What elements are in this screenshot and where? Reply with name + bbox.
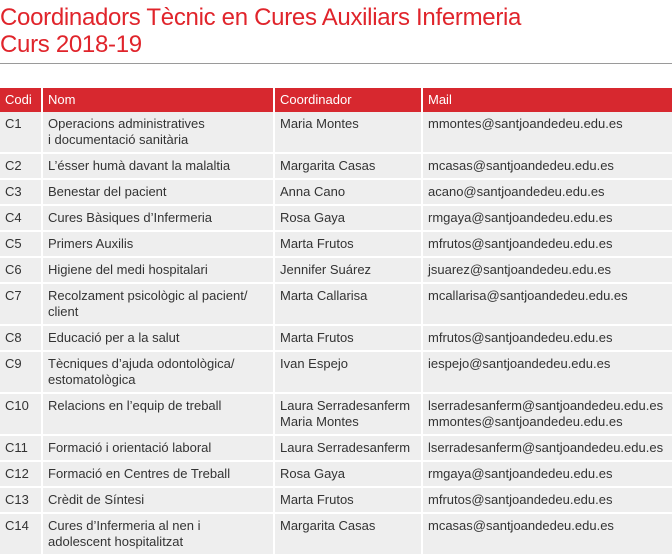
cell-coordinador-line: Rosa Gaya: [280, 210, 346, 225]
cell-coordinador: [274, 205, 422, 231]
cell-nom-line: Operacions administratives: [48, 116, 205, 131]
cell-mail: [422, 461, 672, 487]
header-codi: Codi: [0, 88, 42, 112]
table-row: [0, 513, 672, 555]
cell-mail-line: mmontes@santjoandedeu.edu.es: [428, 116, 623, 131]
cell-coordinador: [274, 231, 422, 257]
cell-mail: [422, 283, 672, 325]
cell-coordinador-line: Marta Frutos: [280, 236, 354, 251]
cell-nom: [42, 513, 274, 555]
cell-nom-line: Formació i orientació laboral: [48, 440, 212, 455]
cell-coordinador-line: Laura Serradesanferm: [280, 440, 411, 455]
header-nom: Nom: [42, 88, 274, 112]
table-body: [0, 112, 672, 555]
cell-nom-line: i documentació sanitària: [48, 132, 189, 147]
table-row: [0, 461, 672, 487]
cell-mail-line: iespejo@santjoandedeu.edu.es: [428, 356, 611, 371]
cell-mail-line: mcasas@santjoandedeu.edu.es: [428, 518, 614, 533]
cell-codi: C14: [0, 513, 42, 555]
cell-coordinador-line: Maria Montes: [280, 116, 359, 131]
title-divider: [0, 63, 672, 64]
cell-nom: [42, 435, 274, 461]
cell-coordinador: [274, 435, 422, 461]
title-line-2: Curs 2018-19: [0, 31, 142, 58]
cell-mail: [422, 393, 672, 435]
cell-mail: [422, 325, 672, 351]
cell-nom: [42, 231, 274, 257]
cell-nom-line: Recolzament psicològic al pacient/: [48, 288, 248, 303]
cell-mail-line: acano@santjoandedeu.edu.es: [428, 184, 605, 199]
table-row: [0, 393, 672, 435]
cell-mail: [422, 112, 672, 153]
cell-mail-line: rmgaya@santjoandedeu.edu.es: [428, 210, 613, 225]
cell-nom: [42, 112, 274, 153]
cell-mail: [422, 257, 672, 283]
cell-codi: C6: [0, 257, 42, 283]
cell-codi: C13: [0, 487, 42, 513]
cell-codi: C1: [0, 112, 42, 153]
cell-mail-line: mcallarisa@santjoandedeu.edu.es: [428, 288, 628, 303]
cell-nom: [42, 179, 274, 205]
cell-mail: [422, 487, 672, 513]
cell-coordinador: [274, 487, 422, 513]
cell-mail: [422, 179, 672, 205]
cell-coordinador: [274, 393, 422, 435]
table-row: [0, 283, 672, 325]
table-row: [0, 179, 672, 205]
cell-nom: [42, 205, 274, 231]
table-row: [0, 325, 672, 351]
cell-mail: [422, 153, 672, 179]
cell-nom-line: estomatològica: [48, 372, 136, 387]
cell-nom-line: Crèdit de Síntesi: [48, 492, 145, 507]
cell-nom: [42, 461, 274, 487]
cell-nom-line: Relacions en l’equip de treball: [48, 398, 222, 413]
cell-codi: C2: [0, 153, 42, 179]
header-mail: Mail: [422, 88, 672, 112]
table-row: [0, 435, 672, 461]
cell-nom: [42, 153, 274, 179]
cell-nom: [42, 283, 274, 325]
table-row: [0, 205, 672, 231]
cell-nom-line: client: [48, 304, 79, 319]
cell-nom: [42, 487, 274, 513]
cell-coordinador: [274, 461, 422, 487]
cell-nom-line: Educació per a la salut: [48, 330, 180, 345]
cell-coordinador-line: Ivan Espejo: [280, 356, 348, 371]
cell-codi: C7: [0, 283, 42, 325]
cell-coordinador: [274, 153, 422, 179]
cell-coordinador-line: Anna Cano: [280, 184, 346, 199]
cell-coordinador-line: Laura Serradesanferm: [280, 398, 411, 413]
cell-codi: C11: [0, 435, 42, 461]
cell-mail-line: mcasas@santjoandedeu.edu.es: [428, 158, 614, 173]
cell-coordinador-line: Maria Montes: [280, 414, 359, 429]
cell-mail-line: lserradesanferm@santjoandedeu.edu.es: [428, 440, 664, 455]
cell-mail-line: rmgaya@santjoandedeu.edu.es: [428, 466, 613, 481]
cell-nom-line: Formació en Centres de Treball: [48, 466, 231, 481]
cell-codi: C8: [0, 325, 42, 351]
table-row: [0, 153, 672, 179]
cell-nom-line: Higiene del medi hospitalari: [48, 262, 208, 277]
cell-codi: C4: [0, 205, 42, 231]
cell-codi: C3: [0, 179, 42, 205]
cell-mail: [422, 205, 672, 231]
cell-nom-line: adolescent hospitalitzat: [48, 534, 184, 549]
cell-nom-line: Benestar del pacient: [48, 184, 167, 199]
cell-codi: C12: [0, 461, 42, 487]
cell-mail-line: mfrutos@santjoandedeu.edu.es: [428, 236, 613, 251]
title-line-1: Coordinadors Tècnic en Cures Auxiliars Infermeria: [0, 4, 522, 31]
cell-coordinador: [274, 513, 422, 555]
cell-nom-line: L’ésser humà davant la malaltia: [48, 158, 231, 173]
table-header-row: [0, 88, 672, 112]
coordinators-table: [0, 88, 672, 556]
cell-nom: [42, 393, 274, 435]
cell-coordinador: [274, 179, 422, 205]
cell-mail: [422, 231, 672, 257]
table-row: [0, 487, 672, 513]
cell-coordinador: [274, 283, 422, 325]
page-title: [0, 4, 521, 58]
cell-codi: C10: [0, 393, 42, 435]
cell-coordinador-line: Margarita Casas: [280, 518, 376, 533]
cell-coordinador-line: Rosa Gaya: [280, 466, 346, 481]
cell-mail-line: mfrutos@santjoandedeu.edu.es: [428, 492, 613, 507]
header-coordinador: Coordinador: [274, 88, 422, 112]
cell-nom-line: Tècniques d’ajuda odontològica/: [48, 356, 235, 371]
cell-coordinador: [274, 325, 422, 351]
cell-coordinador-line: Jennifer Suárez: [280, 262, 372, 277]
cell-coordinador: [274, 351, 422, 393]
cell-nom: [42, 257, 274, 283]
cell-coordinador: [274, 112, 422, 153]
cell-coordinador-line: Margarita Casas: [280, 158, 376, 173]
cell-coordinador: [274, 257, 422, 283]
table-row: [0, 351, 672, 393]
cell-coordinador-line: Marta Frutos: [280, 330, 354, 345]
cell-nom: [42, 351, 274, 393]
cell-nom-line: Cures Bàsiques d’Infermeria: [48, 210, 213, 225]
cell-mail-line: mmontes@santjoandedeu.edu.es: [428, 414, 623, 429]
cell-mail: [422, 435, 672, 461]
table-row: [0, 257, 672, 283]
cell-coordinador-line: Marta Callarisa: [280, 288, 368, 303]
cell-nom-line: Cures d’Infermeria al nen i: [48, 518, 201, 533]
table-row: [0, 112, 672, 153]
cell-mail-line: jsuarez@santjoandedeu.edu.es: [428, 262, 612, 277]
cell-mail-line: mfrutos@santjoandedeu.edu.es: [428, 330, 613, 345]
table-row: [0, 231, 672, 257]
cell-nom: [42, 325, 274, 351]
cell-codi: C9: [0, 351, 42, 393]
cell-nom-line: Primers Auxilis: [48, 236, 134, 251]
cell-codi: C5: [0, 231, 42, 257]
cell-mail: [422, 513, 672, 555]
cell-mail: [422, 351, 672, 393]
cell-coordinador-line: Marta Frutos: [280, 492, 354, 507]
cell-mail-line: lserradesanferm@santjoandedeu.edu.es: [428, 398, 664, 413]
